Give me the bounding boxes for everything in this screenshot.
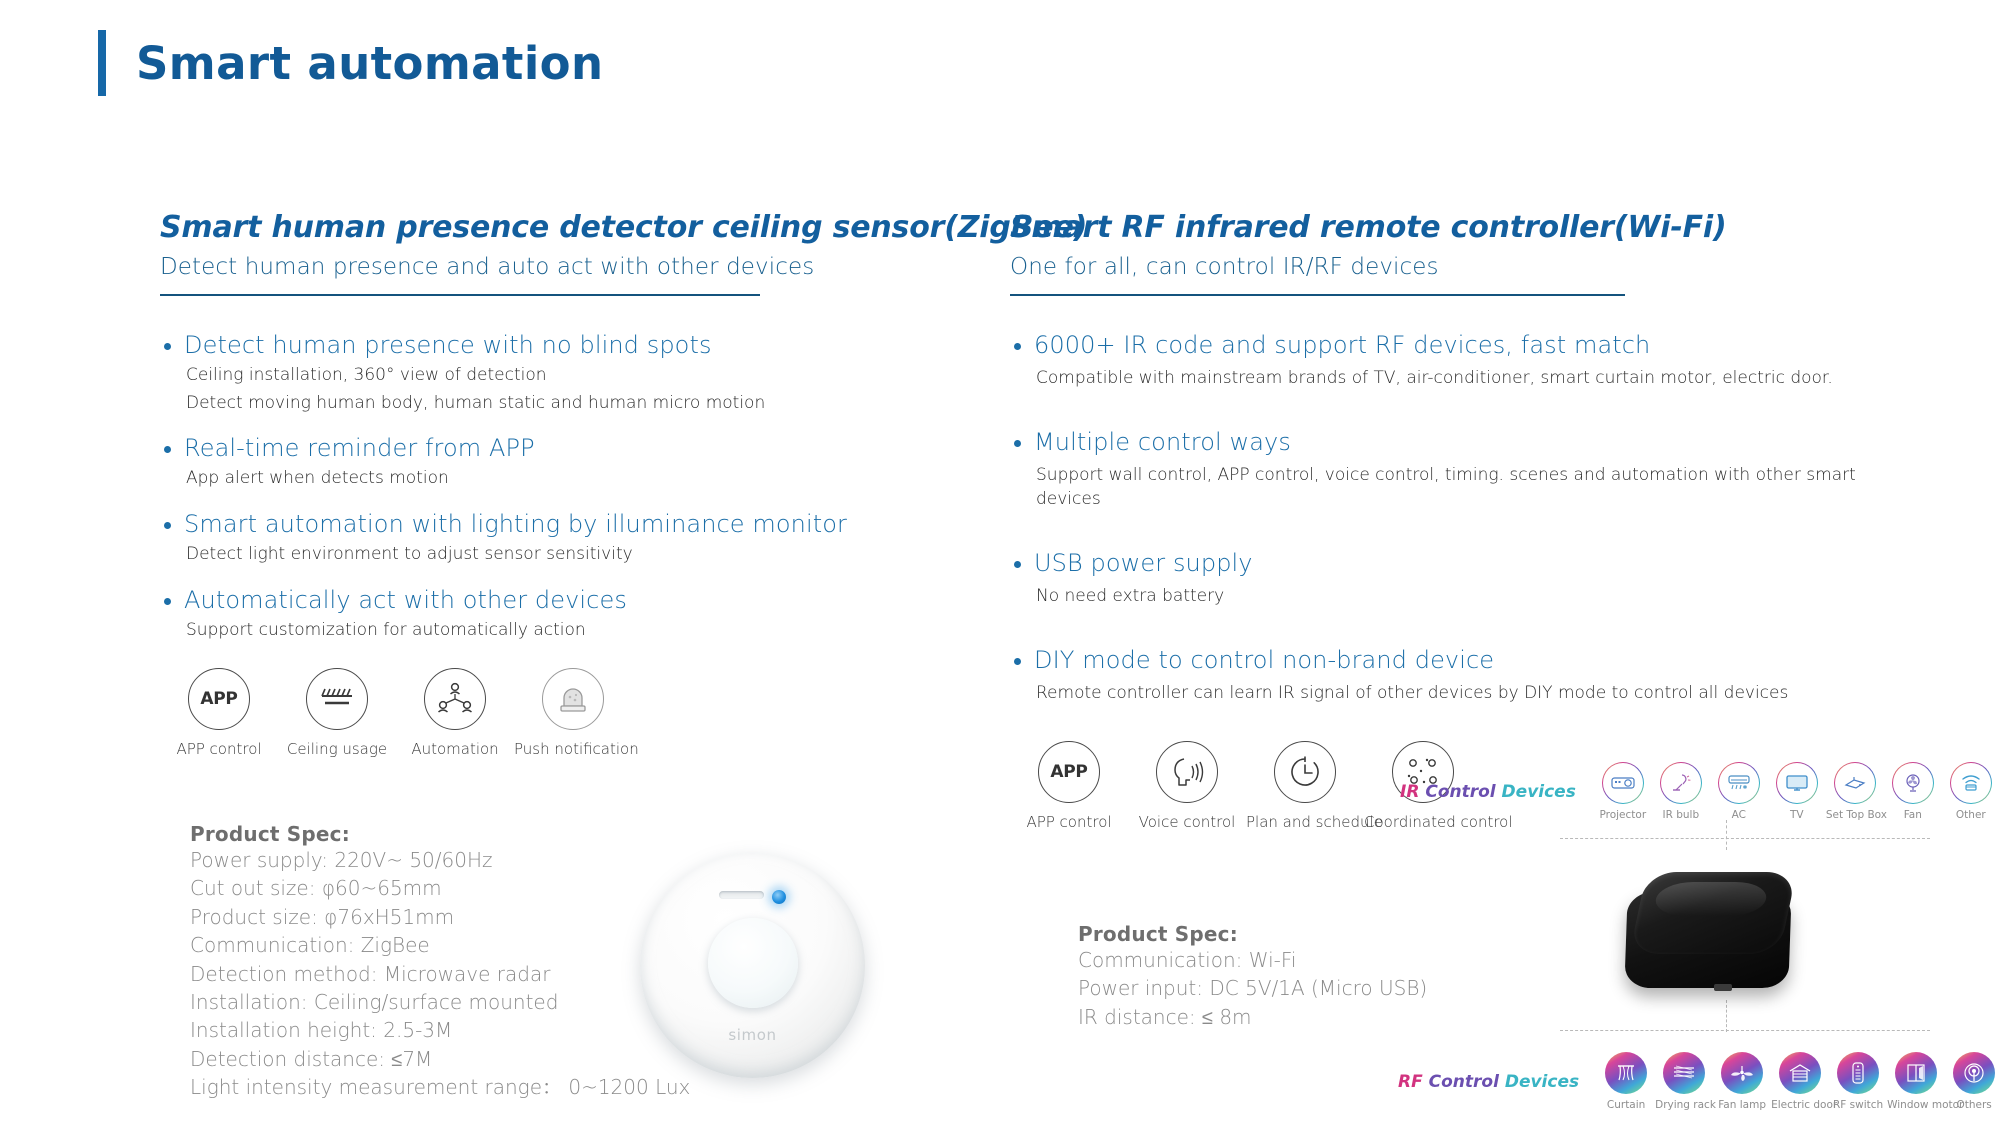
- feature-app-control: [1010, 741, 1128, 831]
- title-accent-bar: [98, 30, 106, 96]
- right-product-column: [1010, 210, 1890, 831]
- sensor-led-indicator: [772, 890, 786, 904]
- others-icon: [1953, 1052, 1995, 1094]
- bullet-title: Automatically act with other devices: [184, 585, 627, 614]
- sensor-slot: [719, 891, 764, 899]
- bullet-title: Detect human presence with no blind spots: [184, 331, 712, 359]
- ceiling-sensor-photo: [640, 853, 865, 1078]
- spec-line: Power input: DC 5V/1A (Micro USB): [1078, 976, 1428, 1001]
- left-product-column: [160, 210, 1088, 759]
- fan-icon: [1892, 762, 1934, 804]
- bullet-desc: Compatible with mainstream brands of TV, air-conditioner, smart curtain motor, electric door.: [1036, 368, 1833, 388]
- device-label: Window motor: [1887, 1099, 1964, 1111]
- right-product-spec: [1078, 922, 1427, 1031]
- list-item: [1010, 427, 1890, 512]
- list-item: [1010, 330, 1890, 391]
- feature-voice-control: [1128, 741, 1246, 831]
- window-motor-icon: [1895, 1052, 1937, 1094]
- left-product-spec: [190, 822, 690, 1102]
- feature-push-notification: [514, 668, 639, 759]
- app-text-icon: APP: [188, 668, 250, 730]
- device-label: Other: [1955, 809, 1986, 821]
- list-item: [160, 433, 920, 491]
- bullet-desc: No need extra battery: [1036, 585, 1225, 606]
- feature-label: Plan and schedule: [1246, 813, 1383, 832]
- ir-device-tv: [1768, 762, 1826, 821]
- ir-bulb-icon: [1660, 762, 1702, 804]
- device-label: RF switch: [1833, 1099, 1884, 1111]
- feature-label: APP control: [1026, 813, 1112, 832]
- spec-line: Product size: φ76xH51mm: [190, 904, 455, 929]
- automation-nodes-icon: [424, 668, 486, 730]
- tv-icon: [1776, 762, 1818, 804]
- page-title: Smart automation: [136, 36, 604, 90]
- right-product-subheading: One for all, can control IR/RF devices: [1010, 254, 1439, 280]
- bullet-desc: Support customization for automatically action: [186, 619, 586, 640]
- rf-device-window-motor: [1887, 1052, 1964, 1111]
- device-label: TV: [1790, 809, 1804, 821]
- guide-line-vertical-top: [1726, 820, 1727, 850]
- rf-controller-usb-port: [1714, 984, 1732, 991]
- guide-line-bottom: [1560, 1030, 1930, 1031]
- ir-control-devices-strip: [1400, 762, 2000, 821]
- bullet-title: DIY mode to control non-brand device: [1034, 645, 1495, 674]
- other-wifi-icon: [1950, 762, 1992, 804]
- feature-app-control: [160, 668, 278, 758]
- spec-line: Detection method: Microwave radar: [190, 961, 551, 986]
- device-label: Electric door: [1771, 1099, 1838, 1111]
- ac-icon: [1718, 762, 1760, 804]
- ir-label-part-3: Devices: [1501, 781, 1576, 802]
- rf-device-rf-switch: [1829, 1052, 1887, 1111]
- rf-device-fan-lamp: [1713, 1052, 1771, 1111]
- feature-label: Automation: [411, 740, 499, 759]
- page-header: [98, 30, 603, 96]
- ir-label-part-1: IR: [1400, 781, 1420, 802]
- rf-device-others: [1945, 1052, 2000, 1111]
- device-label: IR bulb: [1662, 809, 1700, 821]
- bullet-title: Real-time reminder from APP: [184, 434, 535, 463]
- left-product-heading: Smart human presence detector ceiling sensor(ZigBee): [160, 210, 1088, 245]
- set-top-box-icon: [1834, 762, 1876, 804]
- rf-device-curtain: [1597, 1052, 1655, 1111]
- right-divider: [1010, 294, 1625, 296]
- spec-line: IR distance: ≤ 8m: [1078, 1004, 1252, 1029]
- left-product-subheading: Detect human presence and auto act with other devices: [160, 254, 815, 280]
- bullet-desc: App alert when detects motion: [186, 468, 449, 489]
- spec-line: Detection distance: ≤7M: [190, 1046, 433, 1071]
- device-label: Set Top Box: [1825, 809, 1887, 821]
- device-label: Drying rack: [1655, 1099, 1716, 1111]
- rf-strip-label: [1398, 1072, 1579, 1092]
- device-label: Others: [1956, 1099, 1992, 1111]
- feature-plan-schedule: [1246, 741, 1383, 832]
- feature-label: APP control: [176, 740, 262, 759]
- spec-line: Communication: Wi-Fi: [1078, 948, 1297, 972]
- list-item: [160, 585, 920, 643]
- app-text-icon: APP: [1038, 741, 1100, 803]
- rf-controller-highlight: [1652, 882, 1769, 916]
- device-label: Fan: [1903, 809, 1922, 821]
- bullet-desc: Remote controller can learn IR signal of other devices by DIY mode to control all devices: [1036, 682, 1789, 703]
- spec-title: Product Spec:: [1078, 922, 1238, 946]
- feature-label: Coordinated control: [1364, 813, 1513, 832]
- spec-line: Power supply: 220V~ 50/60Hz: [190, 848, 493, 872]
- ir-device-set-top-box: [1825, 762, 1887, 821]
- drying-rack-icon: [1663, 1052, 1705, 1094]
- device-label: Curtain: [1606, 1099, 1646, 1111]
- fan-lamp-icon: [1721, 1052, 1763, 1094]
- spec-title: Product Spec:: [190, 822, 350, 846]
- clock-icon: [1274, 741, 1336, 803]
- ir-label-part-2: Control: [1425, 781, 1496, 802]
- bullet-title: 6000+ IR code and support RF devices, fast match: [1034, 331, 1651, 359]
- rf-controller-photo: [1618, 862, 1798, 1010]
- feature-automation: [396, 668, 514, 758]
- ir-device-projector: [1594, 762, 1652, 821]
- voice-control-icon: [1156, 741, 1218, 803]
- rf-label-part-1: RF: [1398, 1071, 1423, 1092]
- guide-line-top: [1560, 838, 1930, 839]
- sensor-brand-label: simon: [728, 1026, 777, 1045]
- bullet-title: Smart automation with lighting by illuminance monitor: [184, 509, 847, 538]
- spec-line: Installation: Ceiling/surface mounted: [190, 989, 559, 1014]
- rf-device-electric-door: [1771, 1052, 1838, 1111]
- bullet-desc: Ceiling installation, 360° view of detection: [186, 365, 547, 385]
- ir-device-ac: [1710, 762, 1768, 821]
- feature-label: Voice control: [1138, 813, 1236, 832]
- right-product-heading: Smart RF infrared remote controller(Wi-Fi): [1010, 210, 1727, 245]
- left-feature-list: [160, 330, 920, 642]
- push-alarm-icon: [542, 668, 604, 730]
- spec-line: Cut out size: φ60~65mm: [190, 876, 442, 901]
- rf-control-devices-strip: [1398, 1052, 2000, 1111]
- rf-label-part-2: Control: [1428, 1071, 1499, 1092]
- device-label: Projector: [1599, 809, 1647, 821]
- spec-line: Installation height: 2.5-3M: [190, 1018, 453, 1043]
- bullet-title: USB power supply: [1034, 548, 1253, 577]
- feature-label: Push notification: [514, 740, 639, 759]
- ir-device-other: [1942, 762, 2000, 821]
- rf-device-drying-rack: [1655, 1052, 1716, 1111]
- bullet-title: Multiple control ways: [1034, 427, 1291, 456]
- ir-strip-label: [1400, 782, 1576, 802]
- bullet-desc: Detect moving human body, human static and human micro motion: [186, 392, 766, 413]
- left-divider: [160, 294, 760, 296]
- curtain-icon: [1605, 1052, 1647, 1094]
- list-item: [1010, 645, 1890, 706]
- list-item: [1010, 548, 1890, 609]
- device-label: Fan lamp: [1718, 1099, 1766, 1111]
- bullet-desc: Detect light environment to adjust sensor sensitivity: [186, 543, 633, 564]
- rf-switch-icon: [1837, 1052, 1879, 1094]
- ceiling-mount-icon: [306, 668, 368, 730]
- list-item: [160, 509, 920, 567]
- right-feature-list: [1010, 330, 1890, 705]
- feature-ceiling-usage: [278, 668, 396, 758]
- ir-device-fan: [1884, 762, 1942, 821]
- spec-line: Communication: ZigBee: [190, 933, 430, 958]
- rf-label-part-3: Devices: [1504, 1071, 1580, 1092]
- bullet-desc: Support wall control, APP control, voice control, timing. scenes and automation with other smart devices: [1036, 464, 1856, 510]
- ir-device-ir-bulb: [1652, 762, 1710, 821]
- left-feature-icons: [160, 668, 920, 758]
- sensor-lens: [708, 918, 798, 1008]
- device-label: AC: [1731, 809, 1746, 821]
- electric-door-icon: [1779, 1052, 1821, 1094]
- spec-line: Light intensity measurement range： 0~1200 Lux: [190, 1075, 691, 1100]
- projector-icon: [1602, 762, 1644, 804]
- list-item: [160, 330, 920, 415]
- feature-label: Ceiling usage: [286, 740, 388, 759]
